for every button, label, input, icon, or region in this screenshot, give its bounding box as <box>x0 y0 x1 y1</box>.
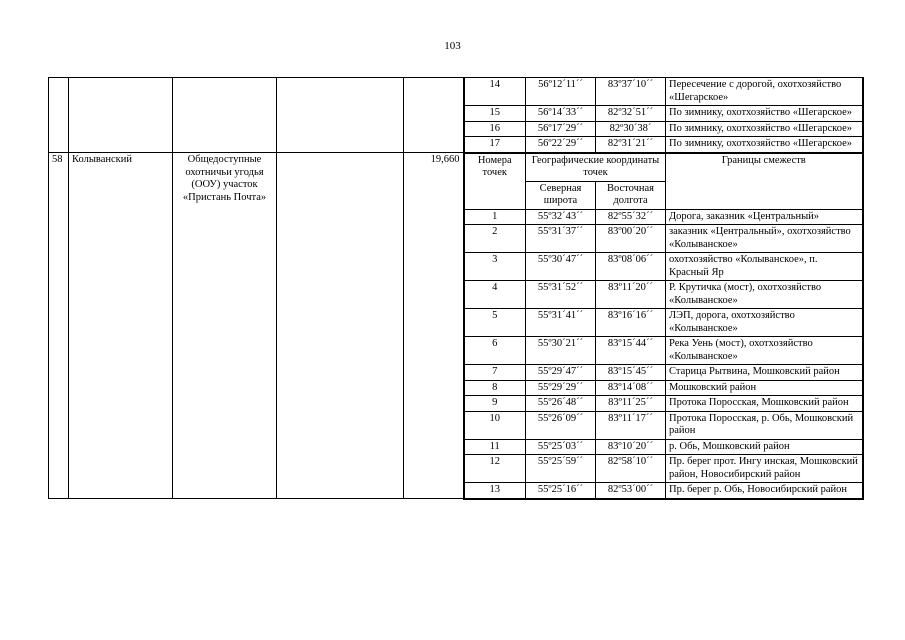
point-number: 14 <box>464 78 526 106</box>
point-number: 8 <box>464 380 526 396</box>
longitude: 82º31´21´´ <box>596 137 666 153</box>
longitude: 83º11´20´´ <box>596 281 666 309</box>
point-number: 2 <box>464 225 526 253</box>
point-number: 6 <box>464 337 526 365</box>
header-geo-coordinates: Географические координаты точек <box>526 153 666 182</box>
longitude: 83º15´45´´ <box>596 365 666 381</box>
border-description: заказник «Центральный», охотхозяйство «Колыванское» <box>666 225 863 253</box>
longitude: 82º32´51´´ <box>596 106 666 122</box>
header-borders: Границы смежеств <box>666 153 863 210</box>
point-number: 10 <box>464 411 526 439</box>
latitude: 55º25´16´´ <box>526 483 596 499</box>
longitude: 83º08´06´´ <box>596 253 666 281</box>
latitude: 55º29´47´´ <box>526 365 596 381</box>
border-description: Пересечение с дорогой, охотхозяйство «Шегарское» <box>666 78 863 106</box>
border-description: р. Обь, Мошковский район <box>666 439 863 455</box>
longitude: 83º11´25´´ <box>596 396 666 412</box>
latitude: 55º29´29´´ <box>526 380 596 396</box>
longitude: 82º55´32´´ <box>596 209 666 225</box>
longitude: 82º53´00´´ <box>596 483 666 499</box>
latitude: 55º26´48´´ <box>526 396 596 412</box>
point-number: 11 <box>464 439 526 455</box>
border-description: По зимнику, охотхозяйство «Шегарское» <box>666 137 863 153</box>
header-east-longitude: Восточная долгота <box>596 181 666 209</box>
header-points: Номера точек <box>464 153 526 210</box>
border-description: По зимнику, охотхозяйство «Шегарское» <box>666 121 863 137</box>
longitude: 82º30´38´ <box>596 121 666 137</box>
point-number: 1 <box>464 209 526 225</box>
latitude: 55º30´21´´ <box>526 337 596 365</box>
latitude: 55º31´37´´ <box>526 225 596 253</box>
longitude: 83º14´08´´ <box>596 380 666 396</box>
border-description: ЛЭП, дорога, охотхозяйство «Колыванское» <box>666 309 863 337</box>
point-number: 4 <box>464 281 526 309</box>
border-description: Пр. берег р. Обь, Новосибирский район <box>666 483 863 499</box>
point-number: 13 <box>464 483 526 499</box>
border-description: Река Уень (мост), охотхозяйство «Колыванское» <box>666 337 863 365</box>
point-number: 3 <box>464 253 526 281</box>
point-number: 5 <box>464 309 526 337</box>
latitude: 56º12´11´´ <box>526 78 596 106</box>
area-value: 19,660 <box>404 153 464 499</box>
border-description: Пр. берег прот. Ингу инская, Мошковский район, Новосибирский район <box>666 455 863 483</box>
table-row <box>49 153 863 182</box>
point-number: 9 <box>464 396 526 412</box>
border-description: Р. Крутичка (мост), охотхозяйство «Колыванское» <box>666 281 863 309</box>
district-name: Колыванский <box>69 153 173 499</box>
latitude: 55º32´43´´ <box>526 209 596 225</box>
border-description: Мошковский район <box>666 380 863 396</box>
longitude: 83º37´10´´ <box>596 78 666 106</box>
border-description: Протока Поросская, Мошковский район <box>666 396 863 412</box>
longitude: 82º58´10´´ <box>596 455 666 483</box>
hunting-grounds-table <box>48 77 864 500</box>
latitude: 55º26´09´´ <box>526 411 596 439</box>
point-number: 12 <box>464 455 526 483</box>
entry-index: 58 <box>49 153 69 499</box>
header-north-latitude: Северная широта <box>526 181 596 209</box>
longitude: 83º10´20´´ <box>596 439 666 455</box>
point-number: 17 <box>464 137 526 153</box>
latitude: 55º30´47´´ <box>526 253 596 281</box>
ground-name: Общедоступные охотничьи угодья (ООУ) участок «Пристань Почта» <box>173 153 277 499</box>
longitude: 83º00´20´´ <box>596 225 666 253</box>
latitude: 55º31´52´´ <box>526 281 596 309</box>
longitude: 83º16´16´´ <box>596 309 666 337</box>
point-number: 15 <box>464 106 526 122</box>
latitude: 55º31´41´´ <box>526 309 596 337</box>
page-number: 103 <box>444 40 461 52</box>
border-description: Старица Рытвина, Мошковский район <box>666 365 863 381</box>
point-number: 16 <box>464 121 526 137</box>
border-description: Протока Поросская, р. Обь, Мошковский район <box>666 411 863 439</box>
latitude: 56º17´29´´ <box>526 121 596 137</box>
latitude: 55º25´03´´ <box>526 439 596 455</box>
border-description: Дорога, заказник «Центральный» <box>666 209 863 225</box>
latitude: 56º14´33´´ <box>526 106 596 122</box>
latitude: 55º25´59´´ <box>526 455 596 483</box>
point-number: 7 <box>464 365 526 381</box>
latitude: 56º22´29´´ <box>526 137 596 153</box>
border-description: По зимнику, охотхозяйство «Шегарское» <box>666 106 863 122</box>
table-row <box>49 78 863 106</box>
longitude: 83º11´17´´ <box>596 411 666 439</box>
border-description: охотхозяйство «Колыванское», п. Красный Яр <box>666 253 863 281</box>
longitude: 83º15´44´´ <box>596 337 666 365</box>
